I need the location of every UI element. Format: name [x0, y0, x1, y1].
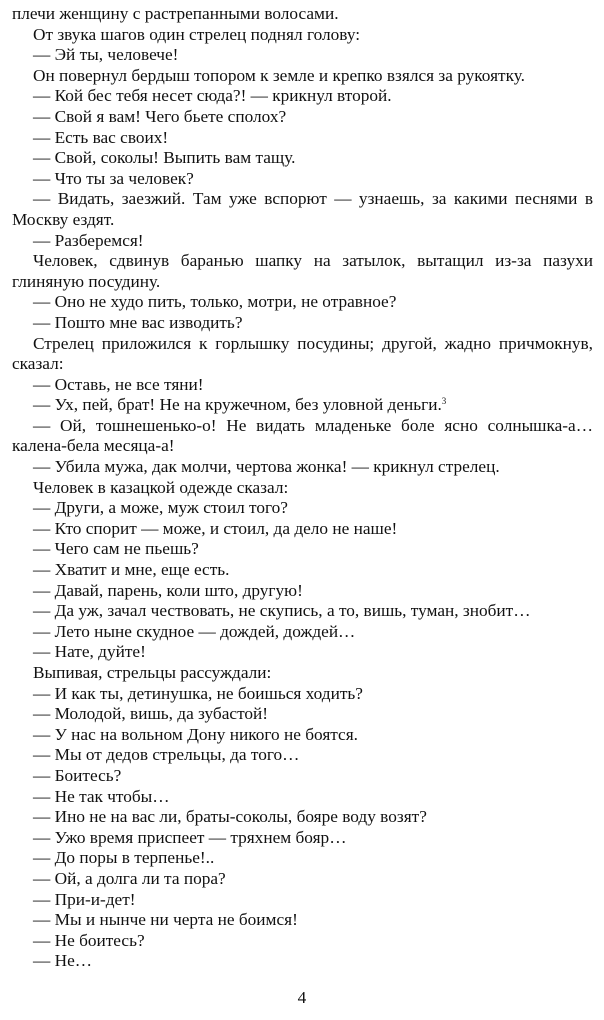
- paragraph-text: Стрелец приложился к горлышку посудины; другой, жадно причмокнув, сказал:: [12, 333, 593, 374]
- paragraph-text: — Не так чтобы…: [33, 786, 170, 806]
- paragraph-text: — Кто спорит — може, и стоил, да дело не наше!: [33, 518, 398, 538]
- paragraph-text: — Есть вас своих!: [33, 127, 169, 147]
- page-number: 4: [297, 988, 307, 1007]
- paragraph: [12, 581, 593, 602]
- paragraph-text: — Ой, тошнешенько-о! Не видать младеньке боле ясно солнышка-а… калена-бела месяца-а!: [12, 415, 593, 456]
- paragraph-text: — Давай, парень, коли што, другую!: [33, 580, 303, 600]
- paragraph-text: Выпивая, стрельцы рассуждали:: [33, 663, 272, 682]
- paragraph: [12, 4, 593, 25]
- paragraph: [12, 910, 593, 931]
- paragraph-text: плечи женщину с растрепанными волосами.: [12, 4, 339, 23]
- paragraph-text: — При-и-дет!: [33, 889, 136, 909]
- paragraph-text: — Убила мужа, дак молчи, чертова жонка! — крикнул стрелец.: [33, 457, 500, 477]
- paragraph: [12, 560, 593, 581]
- paragraph-text: — Не…: [33, 951, 93, 971]
- paragraph-text: — До поры в терпенье!..: [33, 848, 215, 868]
- paragraph-text: Человек, сдвинув баранью шапку на затылок, вытащил из-за пазухи глиняную посудину.: [12, 251, 593, 291]
- paragraph: [12, 642, 593, 663]
- paragraph-text: — Пошто мне вас изводить?: [33, 312, 243, 332]
- paragraph: [12, 416, 593, 457]
- paragraph: [12, 869, 593, 890]
- paragraph: [12, 292, 593, 313]
- paragraph-text: — Что ты за человек?: [33, 168, 194, 188]
- paragraph: [12, 519, 593, 540]
- paragraph: [12, 725, 593, 746]
- paragraph-text: — И как ты, детинушка, не боишься ходить?: [33, 683, 363, 703]
- paragraph: [12, 313, 593, 334]
- paragraph: [12, 375, 593, 396]
- paragraph-text: — Ужо время приспеет — тряхнем бояр…: [33, 827, 347, 847]
- paragraph-text: — Видать, заезжий. Там уже вспорют — узнаешь, за какими песнями в Москву ездят.: [12, 189, 593, 229]
- paragraph: [12, 251, 593, 292]
- paragraph: [12, 395, 593, 416]
- paragraph: [12, 951, 593, 972]
- paragraph: [12, 931, 593, 952]
- paragraph-text: — Оно не худо пить, только, мотри, не отравное?: [33, 292, 397, 312]
- paragraph: [12, 745, 593, 766]
- paragraph: [12, 478, 593, 499]
- paragraph: [12, 848, 593, 869]
- paragraph: [12, 231, 593, 252]
- paragraph: [12, 704, 593, 725]
- paragraph-text: — Не боитесь?: [33, 930, 145, 950]
- paragraph: [12, 684, 593, 705]
- paragraph-text: Он повернул бердыш топором к земле и крепко взялся за рукоятку.: [33, 65, 525, 85]
- paragraph: [12, 890, 593, 911]
- paragraph-text: — Боитесь?: [33, 765, 122, 785]
- paragraph: [12, 107, 593, 128]
- paragraph-text: — Други, а може, муж стоил того?: [33, 498, 288, 518]
- paragraph-text: — Ино не на вас ли, браты-соколы, бояре воду возят?: [33, 807, 427, 827]
- paragraph-text: — У нас на вольном Дону никого не боятся.: [33, 724, 358, 744]
- paragraph: [12, 663, 593, 684]
- paragraph-text: — Оставь, не все тяни!: [33, 374, 204, 394]
- paragraph-text: От звука шагов один стрелец поднял голову:: [33, 24, 361, 44]
- paragraph: [12, 334, 593, 375]
- paragraph-text: — Молодой, вишь, да зубастой!: [33, 704, 269, 724]
- paragraph: [12, 128, 593, 149]
- paragraph-text: — Нате, дуйте!: [33, 642, 146, 662]
- paragraph: [12, 45, 593, 66]
- paragraph: [12, 86, 593, 107]
- paragraph: [12, 828, 593, 849]
- paragraph-text: — Ой, а долга ли та пора?: [33, 868, 226, 888]
- paragraph: [12, 766, 593, 787]
- paragraph-text: — Кой бес тебя несет сюда?! — крикнул второй.: [33, 86, 392, 106]
- book-page-text: [12, 4, 593, 972]
- paragraph: [12, 498, 593, 519]
- paragraph: [12, 622, 593, 643]
- paragraph-text: — Хватит и мне, еще есть.: [33, 560, 230, 580]
- paragraph-text: — Мы от дедов стрельцы, да того…: [33, 745, 300, 765]
- paragraph-text: — Да уж, зачал чествовать, не скупись, а то, вишь, туман, знобит…: [33, 601, 531, 621]
- footnote-marker: 3: [441, 396, 447, 407]
- paragraph: [12, 148, 593, 169]
- paragraph: [12, 66, 593, 87]
- paragraph-text: — Эй ты, человече!: [33, 45, 179, 65]
- paragraph: [12, 189, 593, 230]
- paragraph-text: — Свой, соколы! Выпить вам тащу.: [33, 148, 296, 168]
- paragraph: [12, 807, 593, 828]
- paragraph: [12, 787, 593, 808]
- paragraph: [12, 169, 593, 190]
- paragraph-text: Человек в казацкой одежде сказал:: [33, 477, 289, 497]
- paragraph-text: — Разберемся!: [33, 230, 144, 250]
- paragraph-text: — Чего сам не пьешь?: [33, 539, 199, 559]
- paragraph-text: — Мы и нынче ни черта не боимся!: [33, 910, 298, 930]
- paragraph: [12, 25, 593, 46]
- paragraph-text: — Ух, пей, брат! Не на кружечном, без уловной деньги.: [33, 395, 442, 415]
- paragraph: [12, 457, 593, 478]
- paragraph: [12, 539, 593, 560]
- paragraph-text: — Свой я вам! Чего бьете сполох?: [33, 106, 287, 126]
- paragraph-text: — Лето ныне скудное — дождей, дождей…: [33, 621, 356, 641]
- paragraph: [12, 601, 593, 622]
